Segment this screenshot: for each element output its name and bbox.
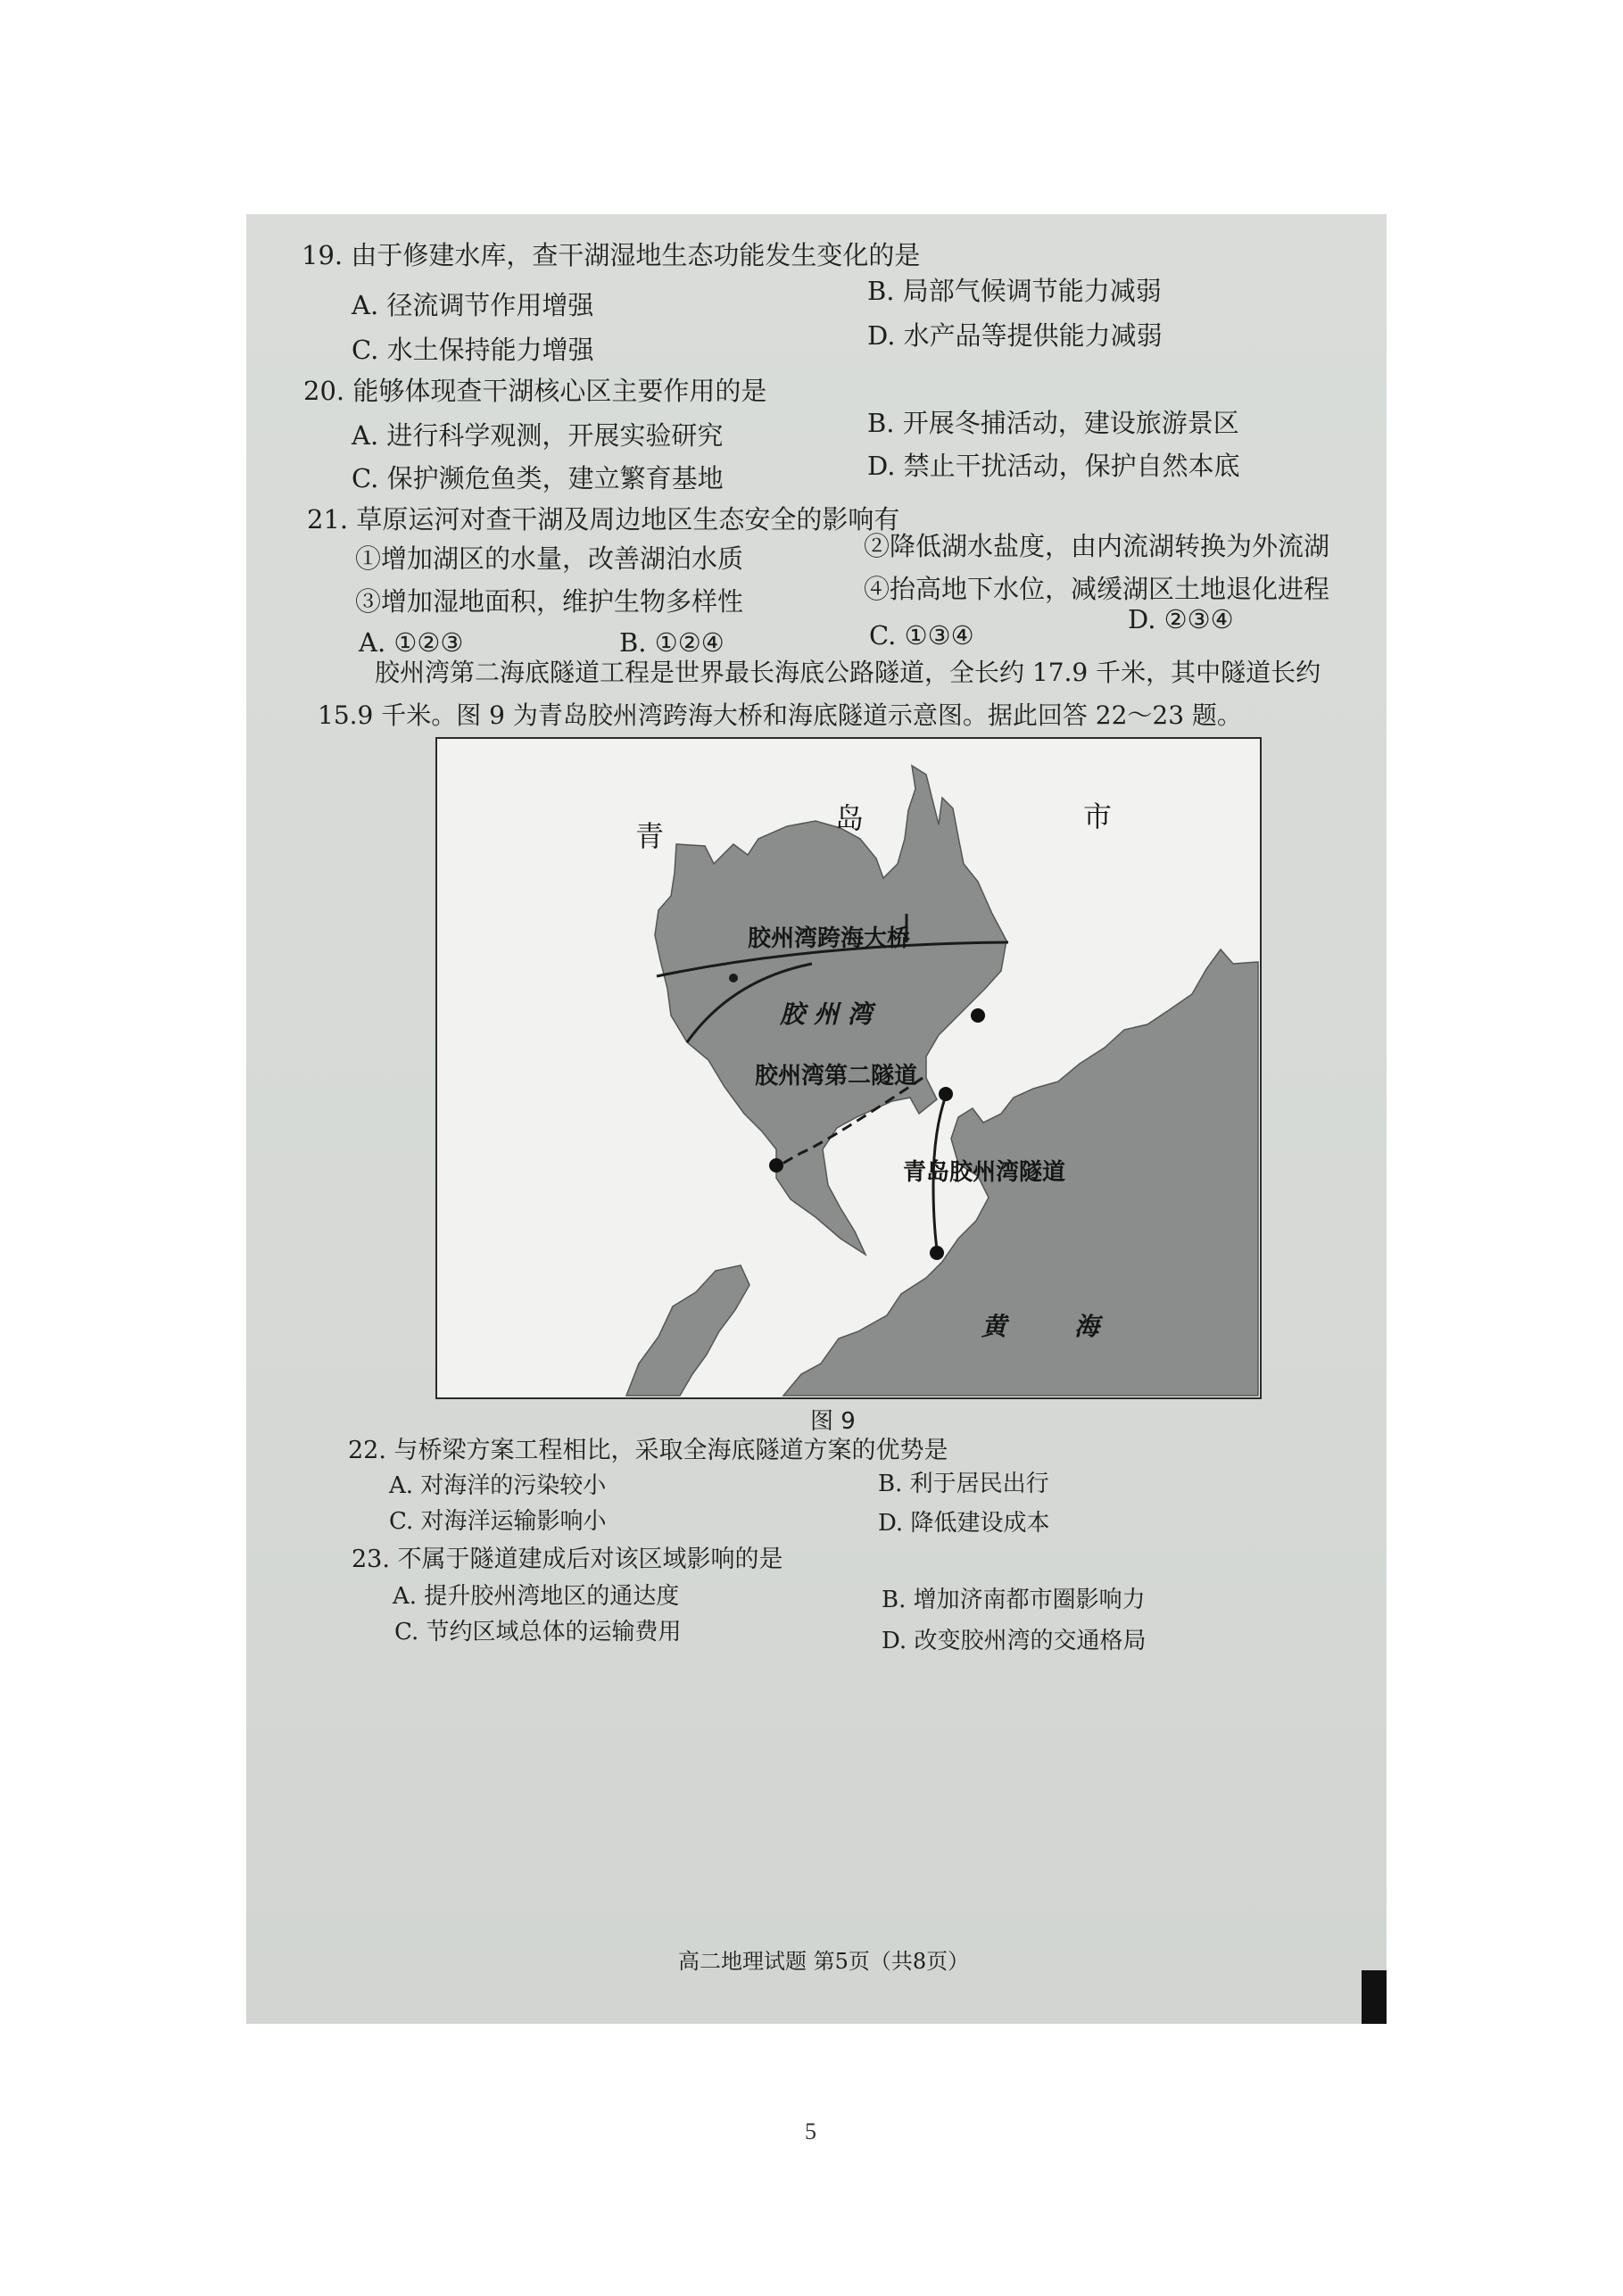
- q22-option-d: D. 降低建设成本: [878, 1510, 1050, 1537]
- label-sea-char-2: 海: [1074, 1312, 1100, 1341]
- label-city-char-1: 青: [635, 819, 665, 853]
- q19-option-a: A. 径流调节作用增强: [352, 290, 594, 320]
- label-sea-char-1: 黄: [981, 1312, 1007, 1341]
- exam-footer: 高二地理试题 第5页（共8页）: [678, 1949, 970, 1974]
- q20-option-c: C. 保护濒危鱼类，建立繁育基地: [352, 463, 724, 493]
- label-bridge: 胶州湾跨海大桥: [748, 925, 911, 952]
- photo-dark-corner: [1362, 1970, 1387, 2024]
- q21-statement-4: ④抬高地下水位，减缓湖区土地退化进程: [864, 574, 1330, 604]
- bridge-node: [729, 974, 738, 982]
- q21-statement-2: ②降低湖水盐度，由内流湖转换为外流湖: [864, 531, 1330, 561]
- q21-option-a: A. ①②③: [359, 627, 464, 658]
- q22-stem: 22. 与桥梁方案工程相比，采取全海底隧道方案的优势是: [348, 1437, 948, 1464]
- q23-stem: 23. 不属于隧道建成后对该区域影响的是: [352, 1546, 783, 1573]
- figure-9-map: [435, 737, 1262, 1399]
- q21-option-c: C. ①③④: [869, 620, 974, 651]
- qingdao-tunnel-south-end: [930, 1246, 944, 1260]
- q21-option-b: B. ①②④: [619, 627, 725, 658]
- label-second-tunnel: 胶州湾第二隧道: [755, 1063, 918, 1090]
- label-city-char-2: 岛: [835, 801, 865, 835]
- q23-option-d: D. 改变胶州湾的交通格局: [882, 1628, 1147, 1654]
- intro-line-2: 15.9 千米。图 9 为青岛胶州湾跨海大桥和海底隧道示意图。据此回答 22～23 题。: [318, 700, 1242, 730]
- q20-option-a: A. 进行科学观测，开展实验研究: [352, 420, 724, 451]
- q23-option-c: C. 节约区域总体的运输费用: [394, 1619, 682, 1645]
- q22-option-c: C. 对海洋运输影响小: [389, 1508, 607, 1535]
- q20-option-d: D. 禁止干扰活动，保护自然本底: [867, 451, 1240, 481]
- label-qingdao-tunnel: 青岛胶州湾隧道: [903, 1159, 1066, 1186]
- q19-option-d: D. 水产品等提供能力减弱: [867, 320, 1163, 351]
- q23-option-a: A. 提升胶州湾地区的通达度: [393, 1583, 680, 1610]
- figure-caption: 图 9: [810, 1408, 856, 1435]
- label-city-char-3: 市: [1083, 800, 1113, 833]
- q22-option-a: A. 对海洋的污染较小: [389, 1472, 607, 1499]
- q19-option-b: B. 局部气候调节能力减弱: [867, 276, 1162, 306]
- qingdao-tunnel-north-end: [939, 1087, 953, 1101]
- q19-stem: 19. 由于修建水库，查干湖湿地生态功能发生变化的是: [302, 240, 921, 270]
- map-drawing: [437, 739, 1260, 1397]
- second-tunnel-west-end: [769, 1158, 783, 1173]
- q22-option-b: B. 利于居民出行: [878, 1471, 1049, 1497]
- q23-option-b: B. 增加济南都市圈影响力: [882, 1587, 1146, 1613]
- intro-line-1: 胶州湾第二海底隧道工程是世界最长海底公路隧道，全长约 17.9 千米，其中隧道长约: [375, 658, 1321, 687]
- label-bay: 胶 州 湾: [780, 999, 873, 1029]
- q19-option-c: C. 水土保持能力增强: [352, 335, 594, 365]
- q21-option-d: D. ②③④: [1128, 604, 1234, 634]
- land-southwest: [626, 1265, 749, 1396]
- q21-stem: 21. 草原运河对查干湖及周边地区生态安全的影响有: [307, 504, 900, 535]
- q21-statement-3: ③增加湿地面积，维护生物多样性: [355, 586, 744, 617]
- q20-option-b: B. 开展冬捕活动，建设旅游景区: [867, 408, 1239, 438]
- page-number: 5: [805, 2118, 816, 2144]
- second-tunnel-east-end: [971, 1008, 985, 1023]
- q21-statement-1: ①增加湖区的水量，改善湖泊水质: [355, 543, 744, 574]
- q20-stem: 20. 能够体现查干湖核心区主要作用的是: [303, 376, 767, 406]
